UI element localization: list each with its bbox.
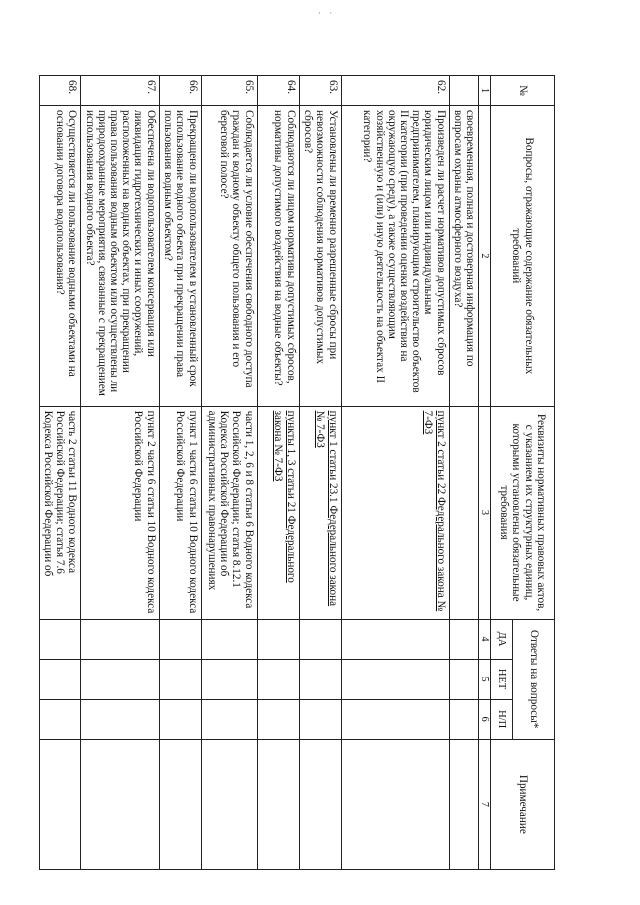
index-cell: 2	[479, 106, 491, 407]
index-row	[479, 76, 491, 870]
answer-no-cell	[257, 659, 299, 699]
requisite-text: пункт 1 статьи 23.1 Федерального закона № 7-ФЗ	[314, 410, 339, 607]
note-cell	[159, 739, 201, 869]
header-question: Вопросы, отражающие содержание обязательных требований	[491, 106, 555, 407]
table-row	[81, 76, 159, 870]
answer-yes-cell	[299, 619, 341, 659]
note-cell	[449, 739, 478, 869]
note-cell	[81, 739, 159, 869]
answer-na-cell	[341, 699, 449, 739]
row-question: Произведен ли расчет нормативов допустимых сбросов юридическим лицом или индивидуальным предпринимателем, планирующим строительство объектов II категории (при проведении оценки воздействия на окружающую среду), а также осуществляющим хозяйственную и (или) иную деятельность на объектах II категории?	[341, 106, 449, 407]
table-row	[201, 76, 257, 870]
row-question: Соблюдается ли условие обеспечения свободного доступа граждан к водному объекту общего пользования и его береговой полосе?	[201, 106, 257, 407]
row-requisites	[201, 406, 257, 619]
header-answers: Ответы на вопросы*	[513, 619, 555, 739]
row-number: 63.	[299, 76, 341, 106]
requisite-text: пункт 1 части 6 статьи 10 Водного кодекса Российской Федерации	[174, 410, 199, 614]
row-number: 62.	[341, 76, 449, 106]
header-number: №	[491, 76, 555, 106]
index-cell: 1	[479, 76, 491, 106]
answer-yes-cell	[39, 619, 81, 659]
requisite-text: части 1, 2, 6 и 8 статьи 6 Водного кодекса Российской Федерации; статья 8.12.1 Кодекса Российской Федерации об административных правонарушениях	[205, 410, 255, 609]
note-cell	[257, 739, 299, 869]
index-cell: 4	[479, 619, 491, 659]
header-note: Примечание	[491, 739, 555, 869]
requirements-table	[39, 75, 555, 870]
answer-yes-cell	[341, 619, 449, 659]
row-number: 68.	[39, 76, 81, 106]
header-no: НЕТ	[491, 659, 513, 699]
row-requisites	[257, 406, 299, 619]
table-row	[299, 76, 341, 870]
row-question: своевременная, полная и достоверная информация по вопросам охраны атмосферного воздуха?	[449, 106, 478, 407]
answer-na-cell	[81, 699, 159, 739]
answer-no-cell	[201, 659, 257, 699]
note-cell	[299, 739, 341, 869]
answer-na-cell	[201, 699, 257, 739]
header-na: Н/П	[491, 699, 513, 739]
row-requisites	[299, 406, 341, 619]
answer-na-cell	[299, 699, 341, 739]
row-number	[449, 76, 478, 106]
table-body	[39, 76, 478, 870]
row-requisites	[81, 406, 159, 619]
answer-yes-cell	[257, 619, 299, 659]
requisite-text: часть 2 статьи 11 Водного кодекса Российской Федерации; статья 7.6 Кодекса Российской Федерации об	[41, 410, 79, 577]
header-requisites: Реквизиты нормативных правовых актов, с указанием их структурных единиц, которыми установлены обязательные требования	[491, 406, 555, 619]
row-requisites	[159, 406, 201, 619]
row-requisites	[39, 406, 81, 619]
answer-yes-cell	[81, 619, 159, 659]
answer-no-cell	[81, 659, 159, 699]
answer-no-cell	[39, 659, 81, 699]
row-number: 65.	[201, 76, 257, 106]
row-number: 64.	[257, 76, 299, 106]
requisite-text: пункты 1, 3 статьи 21 Федерального закона № 7-ФЗ	[272, 410, 297, 583]
index-cell: 5	[479, 659, 491, 699]
index-cell: 6	[479, 699, 491, 739]
table-row	[39, 76, 81, 870]
answer-yes-cell	[449, 619, 478, 659]
row-question: Соблюдаются ли лицом нормативы допустимых сбросов, нормативы допустимого воздействия на водные объекты?	[257, 106, 299, 407]
row-question: Прекращено ли водопользователем в установленный срок использование водного объекта при прекращении права пользования водным объектом?	[159, 106, 201, 407]
table-row	[159, 76, 201, 870]
note-cell	[341, 739, 449, 869]
header-yes: ДА	[491, 619, 513, 659]
answer-yes-cell	[159, 619, 201, 659]
requisite-text: пункт 2 статьи 22 Федерального закона № 7-ФЗ	[422, 410, 447, 612]
answer-no-cell	[299, 659, 341, 699]
answer-yes-cell	[201, 619, 257, 659]
row-question: Осуществляется ли пользование водными объектами на основании договора водопользования?	[39, 106, 81, 407]
index-cell: 7	[479, 739, 491, 869]
note-cell	[39, 739, 81, 869]
answer-no-cell	[449, 659, 478, 699]
answer-na-cell	[449, 699, 478, 739]
row-question: Установлены ли временно разрешенные сбросы при невозможности соблюдения нормативов допустимых сбросов?	[299, 106, 341, 407]
table-row	[341, 76, 449, 870]
answer-na-cell	[159, 699, 201, 739]
row-requisites	[449, 406, 478, 619]
row-number: 67.	[81, 76, 159, 106]
requisite-text: пункт 2 части 6 статьи 10 Водного кодекса Российской Федерации	[132, 410, 157, 614]
answer-na-cell	[257, 699, 299, 739]
table-row	[449, 76, 478, 870]
note-cell	[201, 739, 257, 869]
row-requisites	[341, 406, 449, 619]
index-cell: 3	[479, 406, 491, 619]
rotated-page	[41, 75, 555, 870]
table-row	[257, 76, 299, 870]
answer-no-cell	[341, 659, 449, 699]
row-question: Обеспечена ли водопользователем консервация или ликвидация гидротехнических и иных сооружений, расположенных на водных объектах, при прекращении права пользования водным объектом или осуществлены ли природоохранные мероприятия, связанные с прекращением использования водного объекта?	[81, 106, 159, 407]
answer-na-cell	[39, 699, 81, 739]
answer-no-cell	[159, 659, 201, 699]
page-mark: · ·	[318, 8, 336, 18]
row-number: 66.	[159, 76, 201, 106]
